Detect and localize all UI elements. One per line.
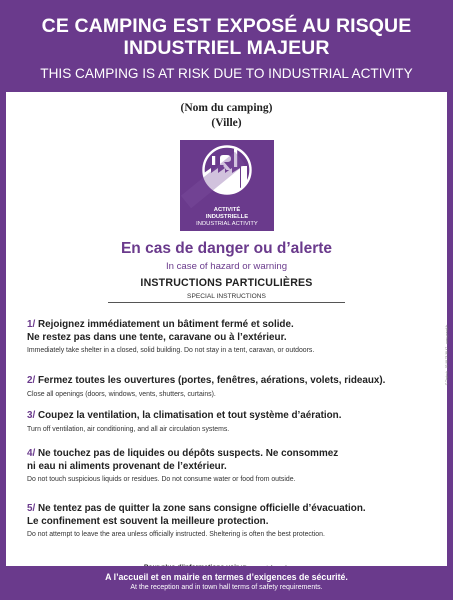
title-en: THIS CAMPING IS AT RISK DUE TO INDUSTRIAL ACTIVITY: [40, 66, 413, 81]
instruction-number: 4/: [27, 448, 36, 459]
hazard-subtitle: In case of hazard or warning: [165, 261, 288, 272]
camping-city: (Ville): [211, 117, 242, 129]
instruction-text: Ne touchez pas de liquides ou dépôts suspects. Ne consommez: [38, 448, 339, 459]
instruction-number: 1/: [27, 319, 36, 330]
instruction-5: [27, 503, 443, 539]
danger-title: En cas de danger ou d’alerte: [120, 240, 333, 257]
title-fr: [0, 0, 453, 59]
title-fr-line2: INDUSTRIEL MAJEUR: [123, 37, 330, 59]
footer-fr: A l’accueil et en mairie en termes d’exigences de sécurité.: [105, 572, 348, 582]
instruction-4: [27, 448, 443, 484]
logo-label-fr-1: ACTIVITÉ: [213, 207, 241, 213]
instruction-translation: Close all openings (doors, windows, vents, shutters, curtains).: [27, 390, 216, 398]
instruction-number: 5/: [27, 503, 36, 514]
header-banner: [0, 0, 453, 92]
footer-banner: [0, 566, 453, 600]
instruction-text: Coupez la ventilation, la climatisation et tout système d’aération.: [38, 410, 342, 421]
logo-label-en: INDUSTRIAL ACTIVITY: [196, 221, 258, 227]
instruction-text: Ne restez pas dans une tente, caravane ou à l’extérieur.: [27, 331, 287, 343]
instruction-text: Le confinement est souvent la meilleure protection.: [27, 515, 269, 527]
instruction-text: ni eau ni aliments provenant de l’extérieur.: [27, 460, 227, 472]
instructions-subtitle: SPECIAL INSTRUCTIONS: [187, 293, 266, 300]
instruction-translation: Turn off ventilation, air conditioning, and all air circulation systems.: [27, 425, 230, 433]
instruction-number: 2/: [27, 375, 36, 386]
title-fr-line1: CE CAMPING EST EXPOSÉ AU RISQUE: [41, 15, 412, 37]
instruction-translation: Immediately take shelter in a closed, solid building. Do not stay in a tent, caravan, or outdoors.: [27, 347, 315, 354]
footer-en: At the reception and in town hall terms of safety requirements.: [130, 584, 323, 591]
instruction-1: [27, 319, 443, 355]
logo-label-fr-2: INDUSTRIELLE: [205, 214, 249, 220]
side-credit: [444, 300, 450, 410]
instructions-title: INSTRUCTIONS PARTICULIÈRES: [140, 277, 313, 289]
instruction-number: 3/: [27, 410, 36, 421]
instruction-translation: Do not touch suspicious liquids or residues. Do not consume water or food from outside.: [27, 476, 296, 483]
instruction-text: Ne tentez pas de quitter la zone sans consigne officielle d’évacuation.: [38, 503, 366, 514]
instruction-translation: Do not attempt to leave the area unless officially instructed. Sheltering is often the best protection.: [27, 531, 325, 538]
divider: [108, 302, 345, 303]
industrial-activity-logo: [180, 140, 274, 231]
instruction-2: [27, 375, 443, 399]
camping-name: (Nom du camping): [180, 102, 273, 114]
instruction-text: Rejoignez immédiatement un bâtiment fermé et solide.: [38, 319, 294, 330]
instruction-3: [27, 410, 443, 434]
instruction-text: Fermez toutes les ouvertures (portes, fenêtres, aérations, volets, rideaux).: [38, 375, 386, 386]
side-credit-text: © Tindeck - 02 98 73 38 47 - www.prevdi.fr: [445, 324, 449, 386]
